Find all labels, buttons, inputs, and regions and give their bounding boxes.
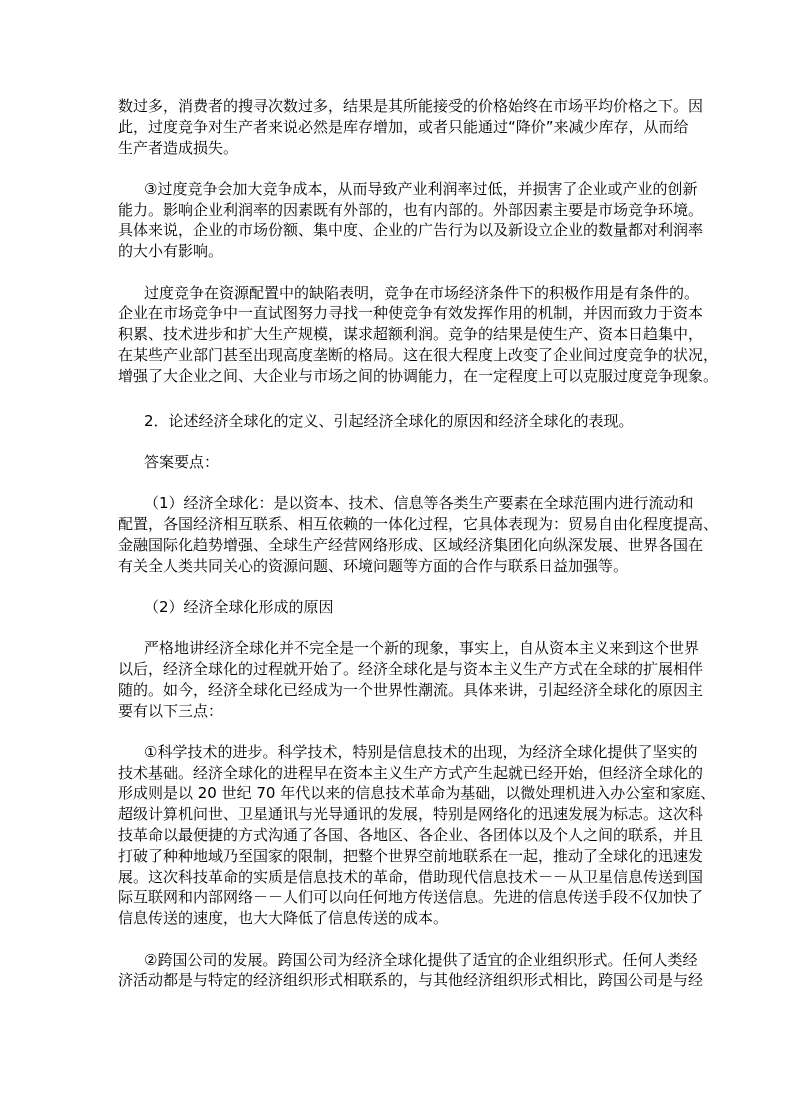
text-line: ③过度竞争会加大竞争成本，从而导致产业利润率过低，并损害了企业或产业的创新 <box>144 179 698 198</box>
text-line: 展。这次科技革命的实质是信息技术的革命，借助现代信息技术－－从卫星信息传送到国 <box>118 867 704 886</box>
text-line: 信息传送的速度，也大大降低了信息传送的成本。 <box>118 909 449 928</box>
paragraph <box>118 411 698 432</box>
text-line: 随的。如今，经济全球化已经成为一个世界性潮流。具体来讲，引起经济全球化的原因主 <box>118 680 704 699</box>
paragraph <box>118 493 719 576</box>
paragraph <box>118 283 719 387</box>
text-line: 能力。影响企业利润率的因素既有外部的，也有内部的。外部因素主要是市场竞争环境。 <box>118 200 704 219</box>
text-line: 际互联网和内部网络－－人们可以向任何地方传送信息。先进的信息传送手段不仅加快了 <box>118 888 704 907</box>
text-line: 积累、技术进步和扩大生产规模，谋求超额利润。竞争的结果是使生产、资本日趋集中， <box>118 325 704 344</box>
text-line: 有关全人类共同关心的资源问题、环境问题等方面的合作与联系日益加强等。 <box>118 556 629 575</box>
text-line: 金融国际化趋势增强、全球生产经营网络形成、区域经济集团化向纵深发展、世界各国在 <box>118 535 704 554</box>
text-line: 技革命以最便捷的方式沟通了各国、各地区、各企业、各团体以及个人之间的联系，并且 <box>118 826 704 845</box>
paragraph <box>118 950 704 992</box>
text-line: 严格地讲经济全球化并不完全是一个新的现象，事实上，自从资本主义来到这个世界 <box>144 639 700 658</box>
text-line: 打破了种种地域乃至国家的限制，把整个世界空前地联系在一起，推动了全球化的迅速发 <box>118 846 704 865</box>
text-line: 此，过度竞争对生产者来说必然是库存增加，或者只能通过“降价”来减少库存，从而给 <box>118 117 689 136</box>
paragraph <box>118 638 704 721</box>
text-line: ①科学技术的进步。科学技术，特别是信息技术的出现，为经济全球化提供了坚实的 <box>144 742 698 761</box>
text-line: 2．论述经济全球化的定义、引起经济全球化的原因和经济全球化的表现。 <box>144 411 634 430</box>
text-line: 具体来说，企业的市场份额、集中度、企业的广告行为以及新设立企业的数量都对利润率 <box>118 221 704 240</box>
text-line: 以后，经济全球化的过程就开始了。经济全球化是与资本主义生产方式在全球的扩展相伴 <box>118 659 704 678</box>
text-line: 企业在市场竞争中一直试图努力寻找一种使竞争有效发挥作用的机制，并因而致力于资本 <box>118 304 704 323</box>
text-line: （2）经济全球化形成的原因 <box>144 597 334 616</box>
text-line: 增强了大企业之间、大企业与市场之间的协调能力，在一定程度上可以克服过度竞争现象。 <box>118 366 719 385</box>
paragraph <box>118 452 698 473</box>
text-line: （1）经济全球化：是以资本、技术、信息等各类生产要素在全球范围内进行流动和 <box>144 494 694 513</box>
text-line: 答案要点： <box>144 452 220 471</box>
text-line: 形成则是以 20 世纪 70 年代以来的信息技术革命为基础，以微处理机进入办公室和家庭、 <box>118 784 716 803</box>
text-line: ②跨国公司的发展。跨国公司为经济全球化提供了适宜的企业组织形式。任何人类经 <box>144 950 698 969</box>
text-line: 配置，各国经济相互联系、相互依赖的一体化过程，它具体表现为：贸易自由化程度提高、 <box>118 514 719 533</box>
text-line: 济活动都是与特定的经济组织形式相联系的，与其他经济组织形式相比，跨国公司是与经 <box>118 971 704 990</box>
text-line: 超级计算机问世、卫星通讯与光导通讯的发展，特别是网络化的迅速发展为标志。这次科 <box>118 805 704 824</box>
text-line: 生产者造成损失。 <box>118 138 239 157</box>
paragraph <box>118 742 716 929</box>
document-body <box>118 96 719 1012</box>
text-line: 过度竞争在资源配置中的缺陷表明，竞争在市场经济条件下的积极作用是有条件的。 <box>144 283 700 302</box>
paragraph <box>118 179 704 262</box>
paragraph <box>118 96 704 158</box>
text-line: 在某些产业部门甚至出现高度垄断的格局。这在很大程度上改变了企业间过度竞争的状况， <box>118 345 719 364</box>
text-line: 的大小有影响。 <box>118 242 224 261</box>
paragraph <box>118 597 698 618</box>
text-line: 数过多，消费者的搜寻次数过多，结果是其所能接受的价格始终在市场平均价格之下。因 <box>118 97 704 115</box>
text-line: 要有以下三点： <box>118 701 224 720</box>
text-line: 技术基础。经济全球化的进程早在资本主义生产方式产生起就已经开始，但经济全球化的 <box>118 763 704 782</box>
